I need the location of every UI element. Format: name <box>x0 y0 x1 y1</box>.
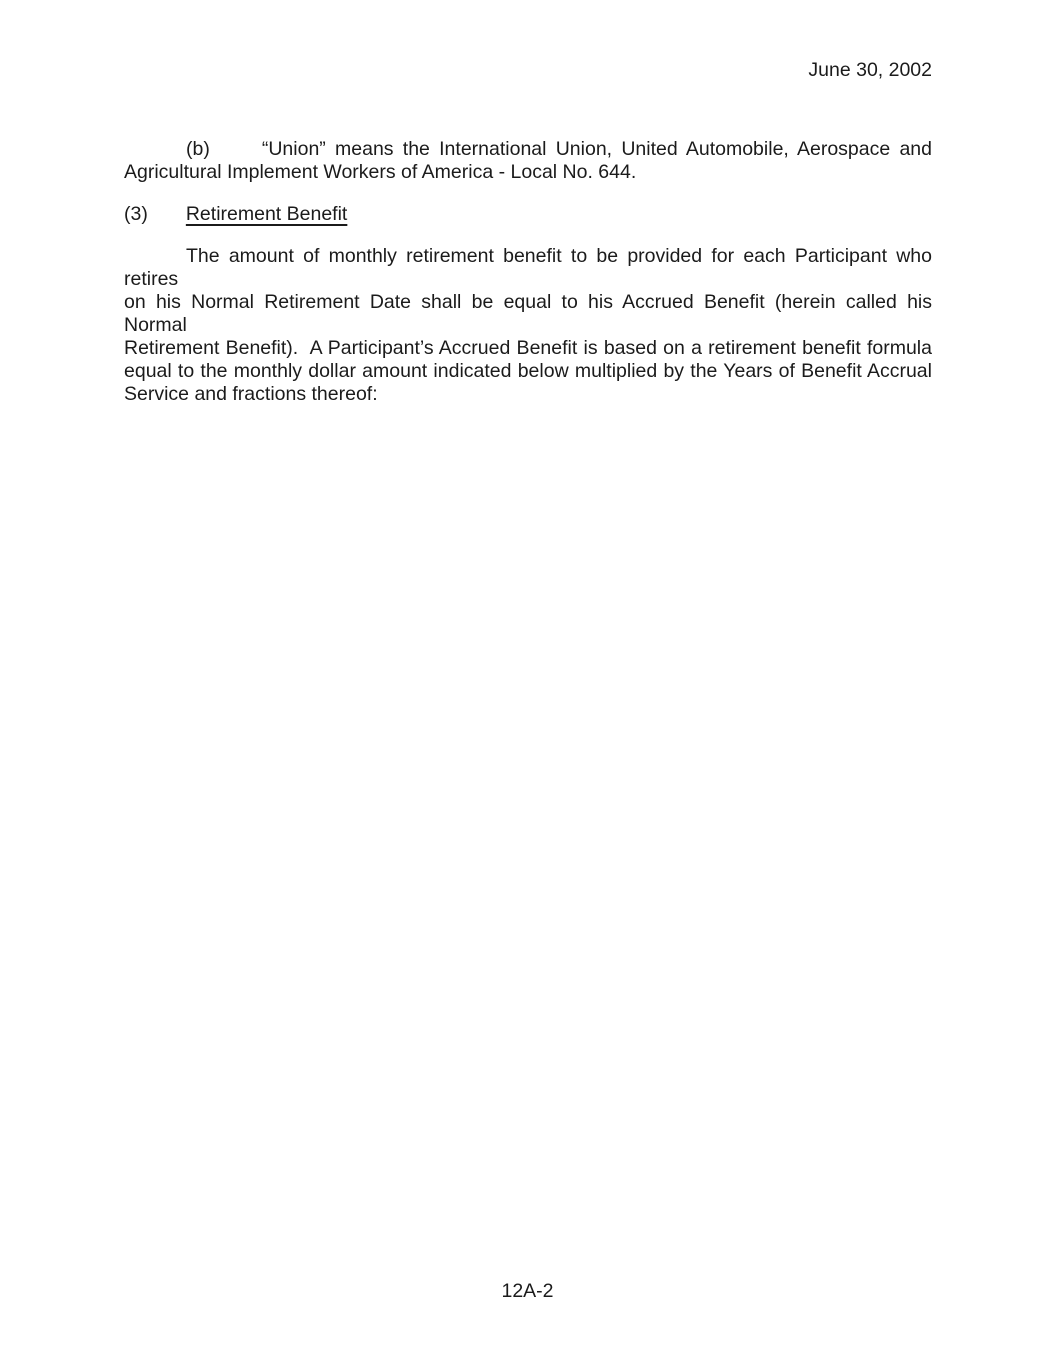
header-date-text: June 30, 2002 <box>808 59 932 81</box>
paragraph-line <box>124 161 932 184</box>
paragraph-line <box>124 291 932 337</box>
paragraph-line <box>124 360 932 383</box>
paragraph-union-definition <box>124 138 932 184</box>
paragraph-line <box>124 383 932 406</box>
section-title: Retirement Benefit <box>185 203 348 225</box>
section-heading-retirement-benefit <box>124 203 932 226</box>
paragraph-line-text: The amount of monthly retirement benefit to be provided for each Participant who retires <box>124 245 932 290</box>
paragraph-line-text: Service and fractions thereof: <box>124 383 378 405</box>
paragraph-line <box>124 245 932 291</box>
paragraph-line <box>124 138 932 161</box>
page-number-text: 12A-2 <box>501 1280 554 1302</box>
paragraph-line-text: “Union” means the International Union, United Automobile, Aerospace and <box>261 138 932 160</box>
paragraph-line-text: equal to the monthly dollar amount indicated below multiplied by the Years of Benefit Accrual <box>124 360 932 382</box>
paragraph-line-text: on his Normal Retirement Date shall be equal to his Accrued Benefit (herein called his Normal <box>124 291 932 336</box>
footer-page-number <box>0 1280 1055 1303</box>
paragraph-line <box>124 337 932 360</box>
header-date <box>124 59 932 82</box>
paragraph-line-text: Agricultural Implement Workers of America - Local No. 644. <box>124 161 637 183</box>
paragraph-retirement-benefit <box>124 245 932 406</box>
paragraph-line-text: Retirement Benefit). A Participant’s Accrued Benefit is based on a retirement benefit formula <box>124 337 932 359</box>
section-number: (3) <box>124 203 148 225</box>
paragraph-label: (b) <box>186 138 210 160</box>
